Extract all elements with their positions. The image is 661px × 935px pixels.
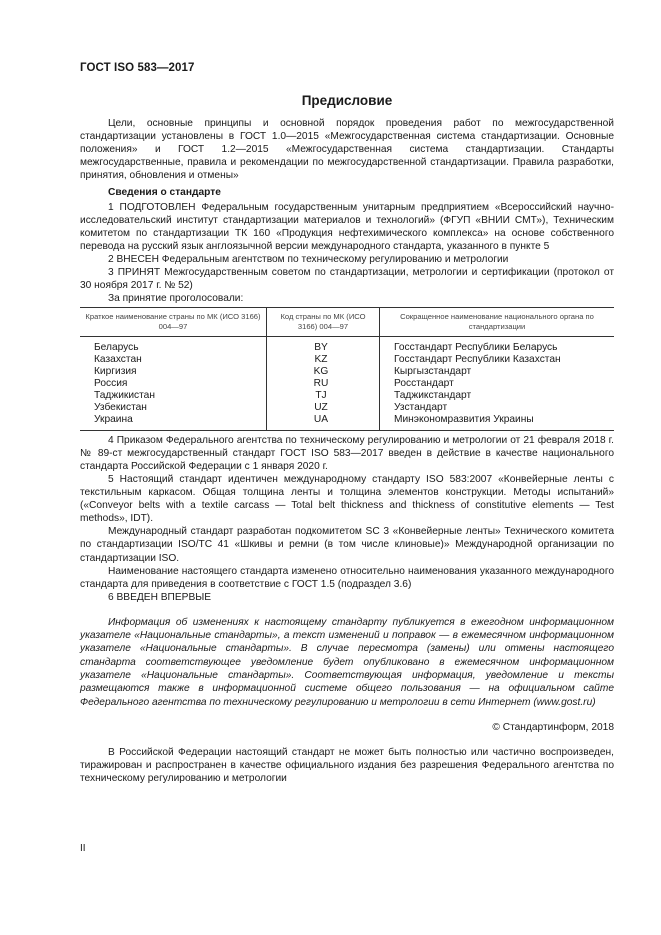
page-number: II: [80, 843, 86, 854]
standards-body: Госстандарт Республики Беларусь: [380, 337, 615, 354]
country-code: KG: [267, 366, 380, 378]
table-row: [80, 366, 614, 378]
table-header-body: Сокращенное наименование национального органа по стандартизации: [380, 308, 615, 337]
item-5-paragraph-3: Наименование настоящего стандарта изменено относительно наименования указанного международного стандарта для приведения в соответствие с ГОСТ 1.5 (подраздел 3.6): [80, 565, 614, 590]
notice-paragraph: Информация об изменениях к настоящему стандарту публикуется в ежегодном информационном указателе «Национальные стандарты», а текст изменений и поправок — в ежемесячном информационном указателе «Национальные стандарты». В случае пересмотра (замены) или отмены настоящего стандарта соответствующее уведомление будет опубликовано в ежемесячном информационном указателе «Национальные стандарты». Соответствующая информация, уведомление и тексты размещаются также в информационной системе общего пользования — на официальном сайте Федерального агентства по техническому регулированию и метрологии в сети Интернет (www.gost.ru): [80, 616, 614, 708]
country-name: Беларусь: [94, 342, 139, 354]
countries-table: [80, 307, 614, 430]
table-header-row: [80, 308, 614, 337]
country-code: UA: [267, 414, 380, 430]
table-header-code: Код страны по МК (ИСО 3166) 004—97: [267, 308, 380, 337]
country-name: Украина: [80, 414, 267, 430]
item-3: 3 ПРИНЯТ Межгосударственным советом по стандартизации, метрологии и сертификации (протокол от 30 ноября 2017 г. № 52): [80, 267, 614, 292]
page-title: Предисловие: [301, 93, 393, 108]
country-code: RU: [267, 378, 380, 390]
table-header-country: Краткое наименование страны по МК (ИСО 3166) 004—97: [80, 308, 267, 337]
item-5: 5 Настоящий стандарт идентичен международному стандарту ISO 583:2007 «Конвейерные ленты с текстильным каркасом. Общая толщина ленты и толщина элементов конструкции. Методы испытаний» («Conveyor belts with a textile carcass — Total belt thickness and thickness of constitutive elements — Test methods», IDT).: [80, 473, 614, 525]
country-code: BY: [267, 337, 380, 354]
country-name: Россия: [94, 378, 128, 390]
country-name: Таджикистан: [94, 389, 155, 401]
country-code: TJ: [267, 390, 380, 402]
table-row: [80, 354, 614, 366]
restriction-paragraph: В Российской Федерации настоящий стандарт не может быть полностью или частично воспроизведен, тиражирован и распространен в качестве официального издания без разрешения Федерального агентства по техническому регулированию и метрологии: [80, 747, 614, 785]
country-name: Казахстан: [94, 354, 142, 366]
item-6: 6 ВВЕДЕН ВПЕРВЫЕ: [108, 591, 212, 603]
info-heading: Сведения о стандарте: [108, 187, 221, 199]
item-5-paragraph-2: Международный стандарт разработан подкомитетом SC 3 «Конвейерные ленты» Технического комитета по стандартизации ISO/TC 41 «Шкивы и ремни (в том числе клиновые)» Международной организации по стандартизации ISO.: [80, 526, 614, 564]
item-4: 4 Приказом Федерального агентства по техническому регулированию и метрологии от 21 февраля 2018 г. № 89-ст межгосударственный стандарт ГОСТ ISO 583—2017 введен в действие в качестве национального стандарта Российской Федерации с 1 января 2020 г.: [80, 434, 614, 472]
document-header: ГОСТ ISO 583—2017: [80, 62, 195, 74]
standards-body: Госстандарт Республики Казахстан: [380, 354, 615, 366]
standards-body: Минэкономразвития Украины: [380, 414, 615, 430]
item-2: 2 ВНЕСЕН Федеральным агентством по техническому регулированию и метрологии: [108, 253, 509, 265]
country-name: Узбекистан: [94, 401, 147, 413]
country-code: UZ: [267, 402, 380, 414]
standards-body: Таджикстандарт: [380, 390, 615, 402]
document-body: [80, 117, 614, 785]
table-row: [80, 414, 614, 430]
copyright: © Стандартинформ, 2018: [492, 721, 614, 733]
table-row: [80, 390, 614, 402]
table-row: [80, 378, 614, 390]
standards-body: Узстандарт: [380, 402, 615, 414]
standards-body: Кыргызстандарт: [380, 366, 615, 378]
country-name: Киргизия: [94, 366, 137, 378]
standards-body: Росстандарт: [380, 378, 615, 390]
voted-label: За принятие проголосовали:: [108, 293, 244, 305]
table-row: [80, 337, 614, 354]
table-row: [80, 402, 614, 414]
intro-paragraph: Цели, основные принципы и основной порядок проведения работ по межгосударственной стандартизации установлены в ГОСТ 1.0—2015 «Межгосударственная система стандартизации. Основные положения» и ГОСТ 1.2—2015 «Межгосударственная система стандартизации. Стандарты межгосударственные, правила и рекомендации по межгосударственной стандартизации. Правила разработки, принятия, обновления и отмены»: [80, 118, 614, 182]
country-code: KZ: [267, 354, 380, 366]
item-1: 1 ПОДГОТОВЛЕН Федеральным государственным унитарным предприятием «Всероссийский научно-исследовательский институт стандартизации материалов и технологий» (ФГУП «ВНИИ СМТ»), Техническим комитетом по стандартизации ТК 160 «Продукция нефтехимического комплекса» на основе собственного перевода на русский язык англоязычной версии международного стандарта, указанного в пункте 5: [80, 201, 614, 252]
